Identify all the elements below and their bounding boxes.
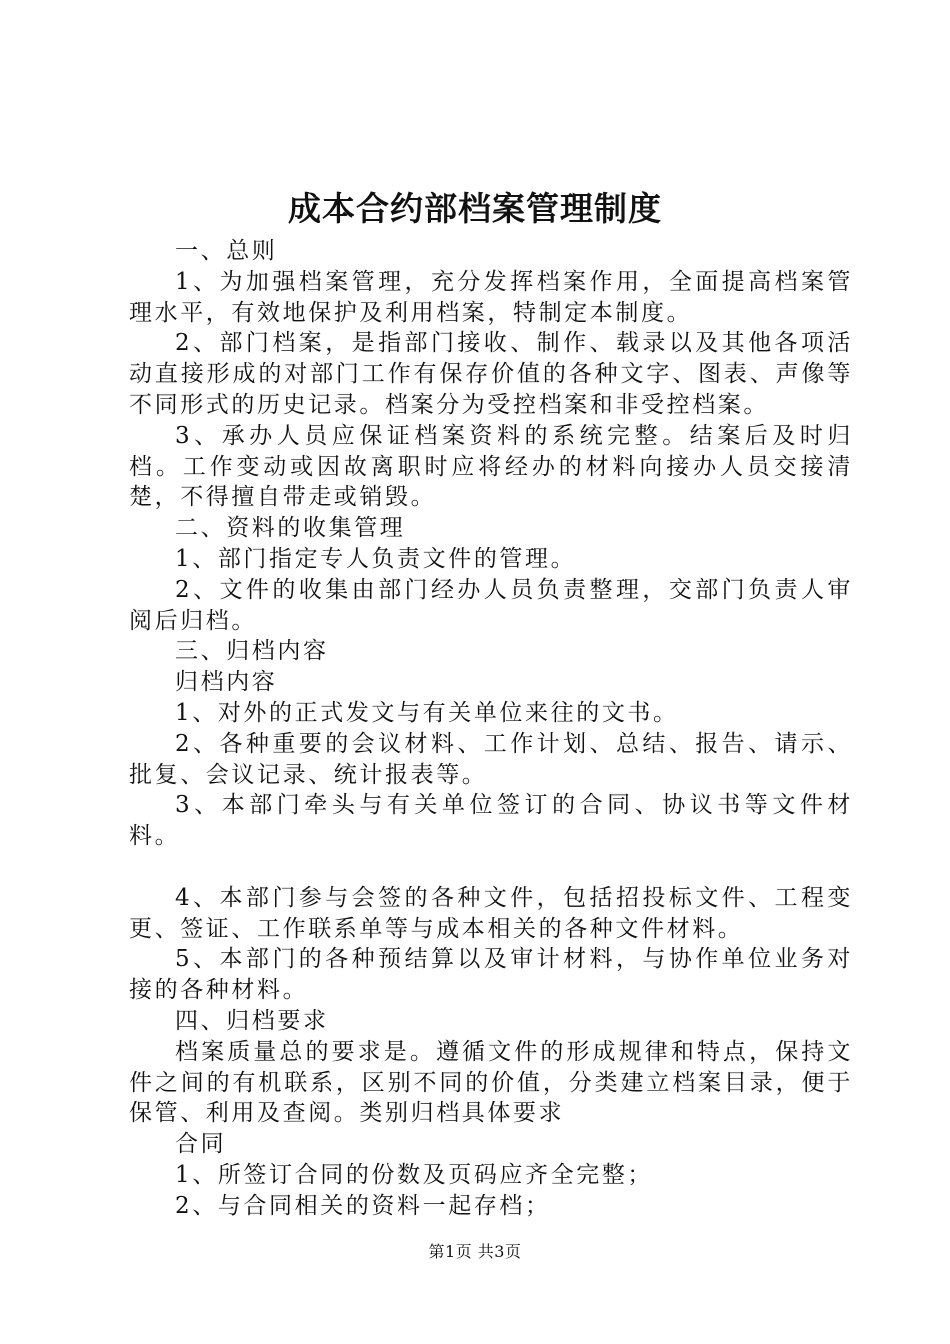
section-heading-filing-requirements: 四、归档要求 [175,1007,329,1034]
paragraph: 2、部门档案，是指部门接收、制作、载录以及其他各项活动直接形成的对部门工作有保存价值的各种文字、图表、声像等不同形式的历史记录。档案分为受控档案和非受控档案。 [129,330,853,418]
page-footer: 第1页 共3页 [428,1242,522,1261]
section-heading-general: 一、总则 [175,238,278,264]
subheading-contract: 合同 [175,1131,227,1158]
document-body [129,236,853,1222]
paragraph: 5、本部门的各种预结算以及审计材料，与协作单位业务对接的各种材料。 [129,946,853,1004]
paragraph: 1、部门指定专人负责文件的管理。 [175,545,577,572]
paragraph: 4、本部门参与会签的各种文件，包括招投标文件、工程变更、签证、工作联系单等与成本相关的各种文件材料。 [129,884,853,942]
section-heading-collection: 二、资料的收集管理 [175,515,406,542]
paragraph: 2、文件的收集由部门经办人员负责整理，交部门负责人审阅后归档。 [129,576,853,634]
paragraph: 1、对外的正式发文与有关单位来往的文书。 [175,699,679,726]
paragraph: 1、所签订合同的份数及页码应齐全完整； [175,1161,654,1188]
paragraph: 2、与合同相关的资料一起存档； [175,1192,551,1219]
document-title: 成本合约部档案管理制度 [288,189,662,228]
paragraph: 1、为加强档案管理，充分发挥档案作用，全面提高档案管理水平，有效地保护及利用档案，特制定本制度。 [129,268,853,326]
paragraph: 3、本部门牵头与有关单位签订的合同、协议书等文件材料。 [129,792,853,850]
paragraph: 档案质量总的要求是。遵循文件的形成规律和特点，保持文件之间的有机联系，区别不同的价值，分类建立档案目录，便于保管、利用及查阅。类别归档具体要求 [129,1038,853,1127]
paragraph: 3、承办人员应保证档案资料的系统完整。结案后及时归档。工作变动或因故离职时应将经办的材料向接办人员交接清楚，不得擅自带走或销毁。 [129,422,853,511]
blank-line [129,852,853,883]
section-heading-filing-content: 三、归档内容 [175,638,329,665]
paragraph: 2、各种重要的会议材料、工作计划、总结、报告、请示、批复、会议记录、统计报表等。 [129,730,853,788]
subheading-filing-content: 归档内容 [175,669,278,696]
